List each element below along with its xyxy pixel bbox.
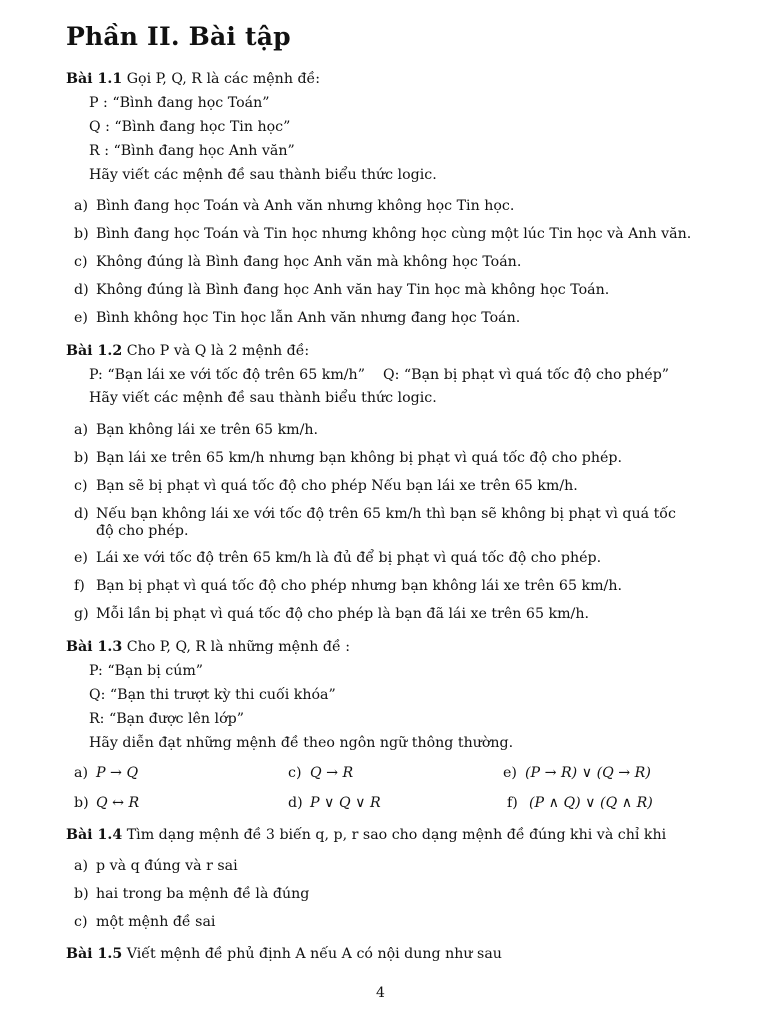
item-label: b) — [74, 450, 89, 466]
item-label: f) — [74, 578, 85, 594]
page-number: 4 — [376, 985, 385, 1001]
definition-q: Q: “Bạn bị phạt vì quá tốc độ cho phép” — [383, 367, 670, 383]
definition-p: P: “Bạn lái xe với tốc độ trên 65 km/h” — [89, 367, 365, 383]
formula-item — [288, 795, 381, 812]
item-text: Nếu bạn không lái xe với tốc độ trên 65 km/h thì bạn sẽ không bị phạt vì quá tốc độ cho phép. — [96, 506, 676, 539]
item-text: p và q đúng và r sai — [96, 858, 238, 874]
item-label: f) — [507, 795, 518, 811]
section-heading: Phần II. Bài tập — [66, 22, 291, 51]
list-item — [74, 914, 714, 931]
instruction: Hãy viết các mệnh đề sau thành biểu thức logic. — [89, 167, 437, 183]
item-text: Lái xe với tốc độ trên 65 km/h là đủ để bị phạt vì quá tốc độ cho phép. — [96, 550, 602, 566]
list-item — [74, 578, 714, 595]
item-text: Mỗi lần bị phạt vì quá tốc độ cho phép là bạn đã lái xe trên 65 km/h. — [96, 606, 589, 622]
item-label: d) — [74, 506, 89, 522]
item-label: b) — [74, 795, 89, 811]
list-item — [74, 254, 714, 271]
instruction: Hãy viết các mệnh đề sau thành biểu thức logic. — [89, 390, 437, 406]
exercise-number: Bài 1.1 — [66, 71, 123, 87]
formula-item — [507, 795, 653, 812]
exercise-number: Bài 1.5 — [66, 946, 123, 962]
exercise-intro: Tìm dạng mệnh đề 3 biến q, p, r sao cho dạng mệnh đề đúng khi và chỉ khi — [126, 827, 667, 843]
item-text: Không đúng là Bình đang học Anh văn hay Tin học mà không học Toán. — [96, 282, 610, 298]
item-label: d) — [74, 282, 89, 298]
list-item — [74, 226, 714, 243]
item-label: g) — [74, 606, 89, 622]
list-item — [74, 606, 714, 623]
item-label: c) — [74, 478, 88, 494]
definition-q: Q: “Bạn thi trượt kỳ thi cuối khóa” — [89, 687, 336, 703]
list-item — [74, 478, 714, 495]
item-label: c) — [74, 254, 88, 270]
item-label: c) — [74, 914, 88, 930]
exercise-1-5-header — [66, 946, 502, 963]
formula-text: P → Q — [96, 765, 139, 781]
item-label: b) — [74, 886, 89, 902]
item-text: Bình không học Tin học lẫn Anh văn nhưng đang học Toán. — [96, 310, 521, 326]
exercise-number: Bài 1.2 — [66, 343, 123, 359]
definition-p: P : “Bình đang học Toán” — [89, 95, 270, 111]
item-label: e) — [74, 550, 88, 566]
list-item — [74, 282, 714, 299]
definition-p: P: “Bạn bị cúm” — [89, 663, 204, 679]
definition-q: Q : “Bình đang học Tin học” — [89, 119, 291, 135]
list-item — [74, 886, 714, 903]
definition-r: R: “Bạn được lên lớp” — [89, 711, 244, 727]
formula-text: (P ∧ Q) ∨ (Q ∧ R) — [529, 795, 653, 811]
formula-item — [503, 765, 651, 782]
list-item — [74, 550, 714, 567]
exercise-intro: Cho P và Q là 2 mệnh đề: — [126, 343, 310, 359]
item-text: Bình đang học Toán và Tin học nhưng không học cùng một lúc Tin học và Anh văn. — [96, 226, 692, 242]
definition-r: R : “Bình đang học Anh văn” — [89, 143, 295, 159]
exercise-intro: Viết mệnh đề phủ định A nếu A có nội dung như sau — [126, 946, 502, 962]
item-label: e) — [74, 310, 88, 326]
item-text: hai trong ba mệnh đề là đúng — [96, 886, 310, 902]
item-text: Bạn bị phạt vì quá tốc độ cho phép nhưng bạn không lái xe trên 65 km/h. — [96, 578, 622, 594]
item-label: c) — [288, 765, 302, 781]
item-label: a) — [74, 422, 88, 438]
formula-item — [74, 795, 139, 812]
item-label: a) — [74, 858, 88, 874]
formula-text: Q ↔ R — [96, 795, 140, 811]
list-item — [74, 858, 714, 875]
exercise-number: Bài 1.3 — [66, 639, 123, 655]
instruction: Hãy diễn đạt những mệnh đề theo ngôn ngữ thông thường. — [89, 735, 514, 751]
exercise-1-4-header — [66, 827, 666, 844]
exercise-1-1-header — [66, 71, 320, 88]
list-item — [74, 450, 714, 467]
item-text: Bạn sẽ bị phạt vì quá tốc độ cho phép Nếu bạn lái xe trên 65 km/h. — [96, 478, 578, 494]
item-text: Không đúng là Bình đang học Anh văn mà không học Toán. — [96, 254, 522, 270]
exercise-number: Bài 1.4 — [66, 827, 123, 843]
item-label: a) — [74, 765, 88, 781]
item-text: một mệnh đề sai — [96, 914, 216, 930]
item-label: d) — [288, 795, 303, 811]
formula-item — [288, 765, 353, 782]
exercise-1-3-header — [66, 639, 350, 656]
formula-text: (P → R) ∨ (Q → R) — [525, 765, 651, 781]
exercise-intro: Cho P, Q, R là những mệnh đề : — [126, 639, 350, 655]
formula-text: P ∨ Q ∨ R — [310, 795, 381, 811]
item-text: Bạn không lái xe trên 65 km/h. — [96, 422, 319, 438]
item-text: Bạn lái xe trên 65 km/h nhưng bạn không bị phạt vì quá tốc độ cho phép. — [96, 450, 622, 466]
item-text: Bình đang học Toán và Anh văn nhưng không học Tin học. — [96, 198, 515, 214]
exercise-intro: Gọi P, Q, R là các mệnh đề: — [126, 71, 321, 87]
exercise-1-2-header — [66, 343, 309, 360]
formula-item — [74, 765, 138, 782]
formula-text: Q → R — [310, 765, 354, 781]
item-label: b) — [74, 226, 89, 242]
list-item — [74, 422, 714, 439]
item-label: a) — [74, 198, 88, 214]
list-item — [74, 198, 714, 215]
list-item — [74, 310, 714, 327]
list-item — [74, 506, 714, 540]
item-label: e) — [503, 765, 517, 781]
